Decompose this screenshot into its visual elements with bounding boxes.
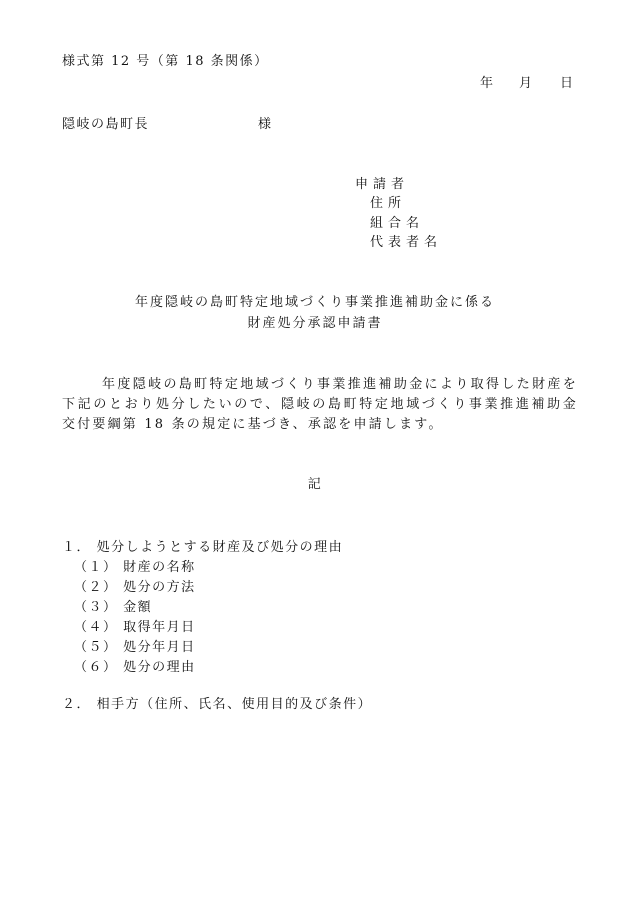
addressee-honorific: 様 <box>258 117 273 132</box>
section1-item: （１） 財産の名称 <box>74 560 196 575</box>
date-day-label: 日 <box>560 76 575 91</box>
section1-heading: １． 処分しようとする財産及び処分の理由 <box>62 540 344 555</box>
document-title-line1: 年度隠岐の島町特定地域づくり事業推進補助金に係る <box>134 295 495 310</box>
applicant-address-label: 住所 <box>370 196 407 211</box>
section1-item: （２） 処分の方法 <box>74 580 196 595</box>
applicant-heading: 申請者 <box>355 177 410 192</box>
ki-heading: 記 <box>307 477 323 492</box>
section1-item: （４） 取得年月日 <box>74 620 196 635</box>
section1-item: （６） 処分の理由 <box>74 660 196 675</box>
body-paragraph: 年度隠岐の島町特定地域づくり事業推進補助金により取得した財産を下記のとおり処分したいので、隠岐の島町特定地域づくり事業推進補助金交付要綱第 18 条の規定に基づき、承認を申請します。 <box>62 377 578 432</box>
date-year-label: 年 <box>480 76 495 91</box>
form-number: 様式第 12 号（第 18 条関係） <box>62 54 269 69</box>
section1-item: （５） 処分年月日 <box>74 640 196 655</box>
document-title-line2: 財産処分承認申請書 <box>247 316 383 331</box>
applicant-representative-label: 代表者名 <box>370 235 443 250</box>
date-month-label: 月 <box>519 76 534 91</box>
section2-heading: ２． 相手方（住所、氏名、使用目的及び条件） <box>62 697 373 712</box>
addressee-name: 隠岐の島町長 <box>62 117 150 132</box>
section1-item: （３） 金額 <box>74 600 153 615</box>
applicant-union-label: 組合名 <box>370 216 425 231</box>
